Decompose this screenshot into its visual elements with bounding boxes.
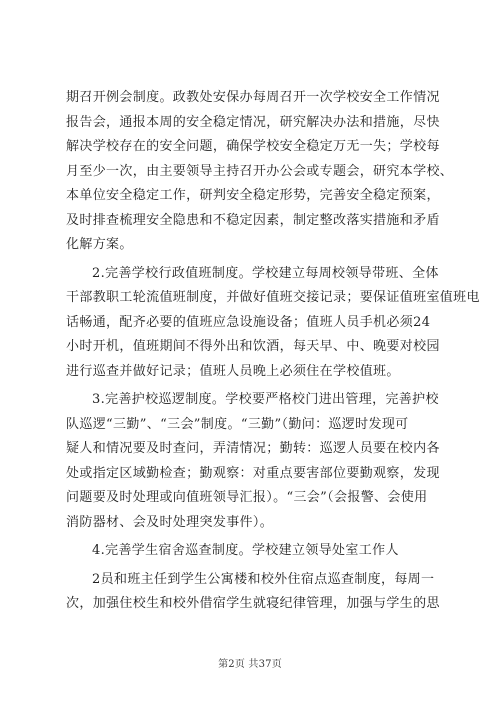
text-line: 4.完善学生宿舍巡查制度。学校建立领导处室工作人 (92, 543, 399, 558)
text-line: 报告会，通报本周的安全稳定情况，研究解决办法和措施，尽快 (66, 114, 440, 130)
text-line: 本单位安全稳定工作，研判安全稳定形势，完善安全稳定预案， (66, 188, 440, 203)
text-line: 化解方案。 (66, 237, 133, 252)
document-body (66, 86, 480, 617)
paragraph-dorm-inspection-continued (66, 568, 440, 617)
paragraph-patrol-system (66, 388, 440, 535)
text-line: 2.完善学校行政值班制度。学校建立每周校领导带班、全体 (92, 265, 439, 281)
text-line: 疑人和情况要及时查问，弄清情况；勤转：巡逻人员要在校内各 (66, 441, 440, 456)
text-line: 问题要及时处理或向值班领导汇报）。“三会”（会报警、会使用 (66, 490, 428, 505)
text-line: 进行巡查并做好记录；值班人员晚上必须住在学校值班。 (66, 363, 400, 379)
text-line: 小时开机，值班期间不得外出和饮酒，每天早、中、晚要对校园 (66, 339, 440, 354)
text-line: 队巡逻“三勤”、“三会”制度。“三勤”（勤问：巡逻时发现可 (66, 416, 409, 432)
text-line: 解决学校存在的安全问题，确保学校安全稳定万无一失；学校每 (66, 139, 440, 154)
text-line: 处或指定区域勤检查；勤观察：对重点要害部位要勤观察，发现 (66, 465, 440, 481)
paragraph-dorm-inspection (66, 539, 436, 564)
text-line: 月至少一次，由主要领导主持召开办公会或专题会，研究本学校、 (66, 163, 454, 179)
text-line: 3.完善护校巡逻制度。学校要严格校门进出管理，完善护校 (92, 392, 439, 407)
text-line: 干部教职工轮流值班制度，并做好值班交接记录；要保证值班室值班电 (66, 290, 480, 305)
text-line: 话畅通，配齐必要的值班应急设施设备；值班人员手机必须24 (66, 314, 431, 330)
text-line: 期召开例会制度。政教处安保办每周召开一次学校安全工作情况 (66, 90, 440, 105)
paragraph-duty-system (66, 262, 480, 385)
text-line: 消防器材、会及时处理突发事件）。 (66, 514, 274, 530)
text-line: 次，加强住校生和校外借宿学生就寝纪律管理，加强与学生的思 (66, 596, 440, 611)
text-line: 及时排查梳理安全隐患和不稳定因素，制定整改落实措施和矛盾 (66, 212, 440, 228)
page-footer: 第2页 共37页 (218, 659, 282, 670)
text-line: 2员和班主任到学生公寓楼和校外住宿点巡查制度，每周一 (92, 571, 435, 587)
paragraph-safety-meeting (66, 86, 454, 258)
